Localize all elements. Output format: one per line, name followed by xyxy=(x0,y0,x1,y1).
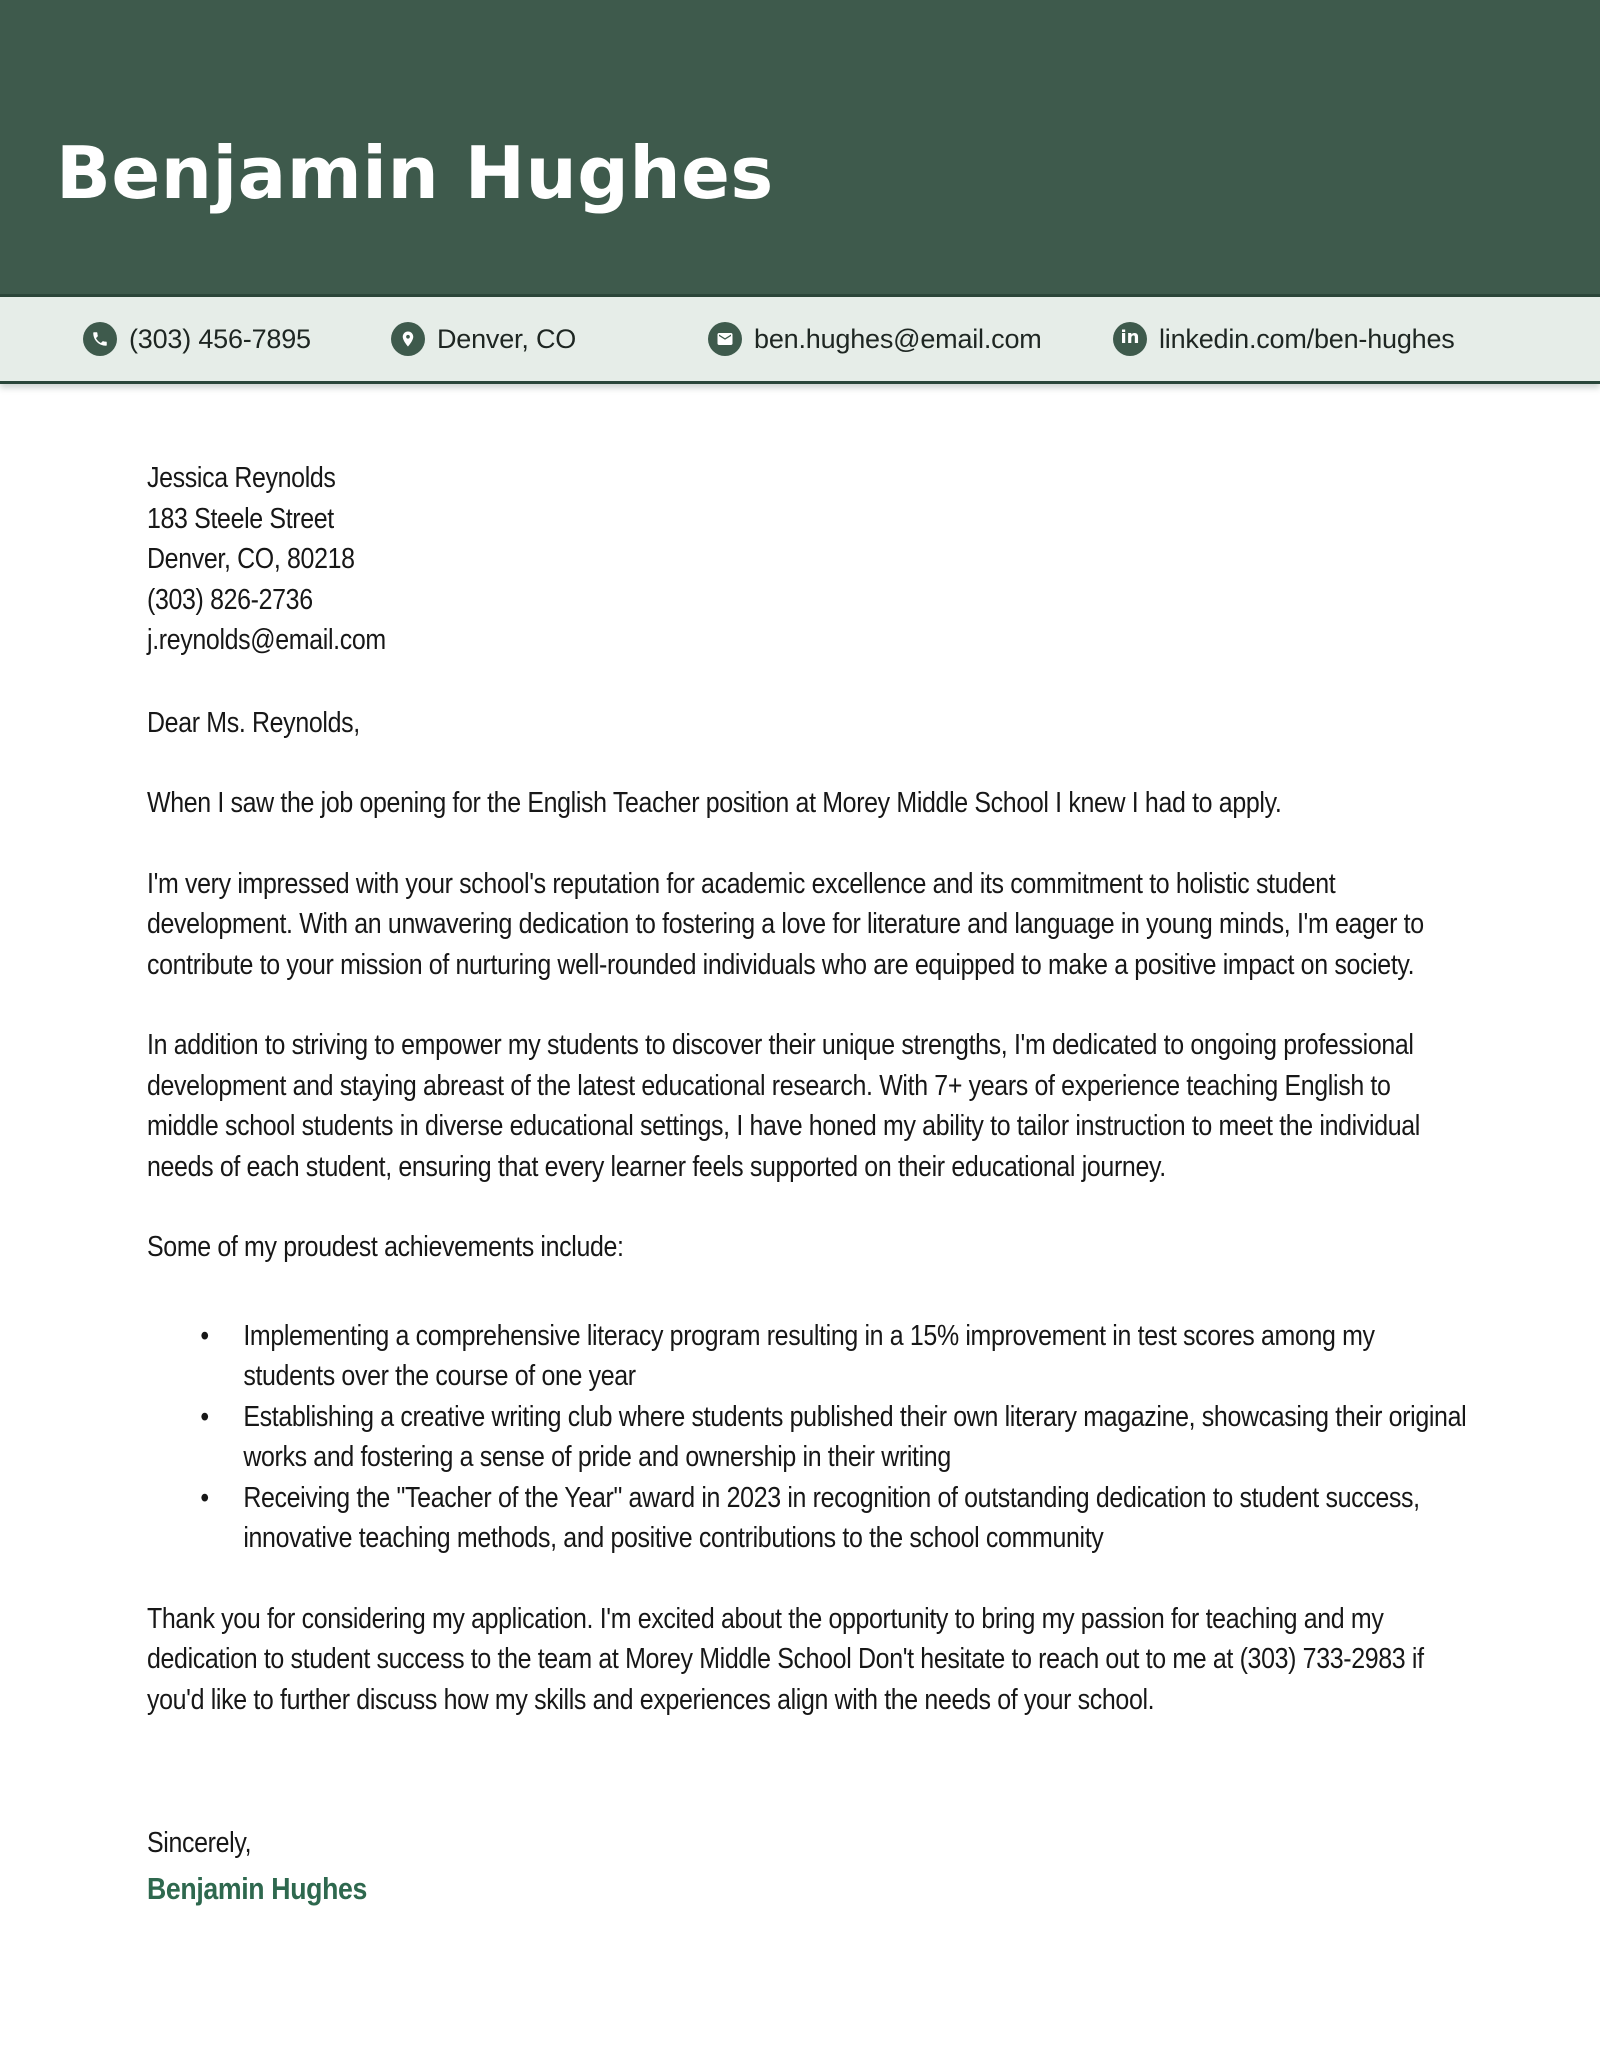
linkedin-icon: in xyxy=(1113,322,1147,356)
paragraph-impressed: I'm very impressed with your school's reputation for academic excellence and its commitment to holistic student development. With an unwavering dedication to fostering a love for literature and language in young minds, I'm eager to contribute to your mission of nurturing well-rounded individuals who are equipped to make a positive impact on society. xyxy=(147,867,1424,981)
location-icon xyxy=(391,322,425,356)
paragraph-experience: In addition to striving to empower my students to discover their unique strengths, I'm dedicated to ongoing professional development and staying abreast of the latest educational research. With 7+ years of experience teaching English to middle school students in diverse educational settings, I have honed my ability to tailor instruction to meet the individual needs of each student, ensuring that every learner feels supported on their educational journey. xyxy=(147,1029,1420,1183)
recipient-city: Denver, CO, 80218 xyxy=(147,543,355,575)
contact-item-phone xyxy=(83,297,311,381)
signature-name: Benjamin Hughes xyxy=(147,1870,368,1906)
recipient-phone: (303) 826-2736 xyxy=(147,583,313,616)
contact-location-text: Denver, CO xyxy=(437,323,577,354)
contact-item-email xyxy=(708,297,1042,381)
achievements-intro: Some of my proudest achievements include: xyxy=(147,1231,624,1263)
contact-bar xyxy=(0,297,1600,384)
achievement-item: • Receiving the "Teacher of the Year" award in 2023 in recognition of outstanding dedication to student success, innovative teaching methods, and positive contributions to the school community xyxy=(243,1478,1467,1559)
recipient-email: j.reynolds@email.com xyxy=(147,624,386,656)
page-title: Benjamin Hughes xyxy=(56,131,774,215)
phone-icon xyxy=(83,322,117,356)
paragraph-opening: When I saw the job opening for the English Teacher position at Morey Middle School I knew I had to apply. xyxy=(147,787,1282,819)
recipient-name: Jessica Reynolds xyxy=(147,462,336,494)
contact-item-location xyxy=(391,297,576,381)
email-icon xyxy=(708,322,742,356)
header-banner xyxy=(0,0,1600,297)
achievement-item: • Implementing a comprehensive literacy program resulting in a 15% improvement in test scores among my students over the course of one year xyxy=(243,1316,1467,1397)
contact-item-linkedin xyxy=(1113,297,1455,381)
recipient-block xyxy=(147,458,1467,661)
recipient-street: 183 Steele Street xyxy=(147,502,334,535)
salutation: Dear Ms. Reynolds, xyxy=(147,706,360,739)
contact-email-text: ben.hughes@email.com xyxy=(754,323,1042,354)
paragraph-closing: Thank you for considering my application. I'm excited about the opportunity to bring my passion for teaching and my dedication to student success to the team at Morey Middle School Don't hesitate to reach out to me at (303) 733-2983 if you'd like to further discuss how my skills and experiences align with the needs of your school. xyxy=(147,1602,1424,1716)
contact-linkedin-text: linkedin.com/ben-hughes xyxy=(1159,323,1455,354)
signoff: Sincerely, xyxy=(147,1827,252,1859)
achievements-list xyxy=(147,1316,1467,1559)
contact-phone-text: (303) 456-7895 xyxy=(129,323,311,354)
achievement-item: • Establishing a creative writing club where students published their own literary magazine, showcasing their original works and fostering a sense of pride and ownership in their writing xyxy=(243,1397,1467,1478)
letter-body xyxy=(147,458,1467,1909)
